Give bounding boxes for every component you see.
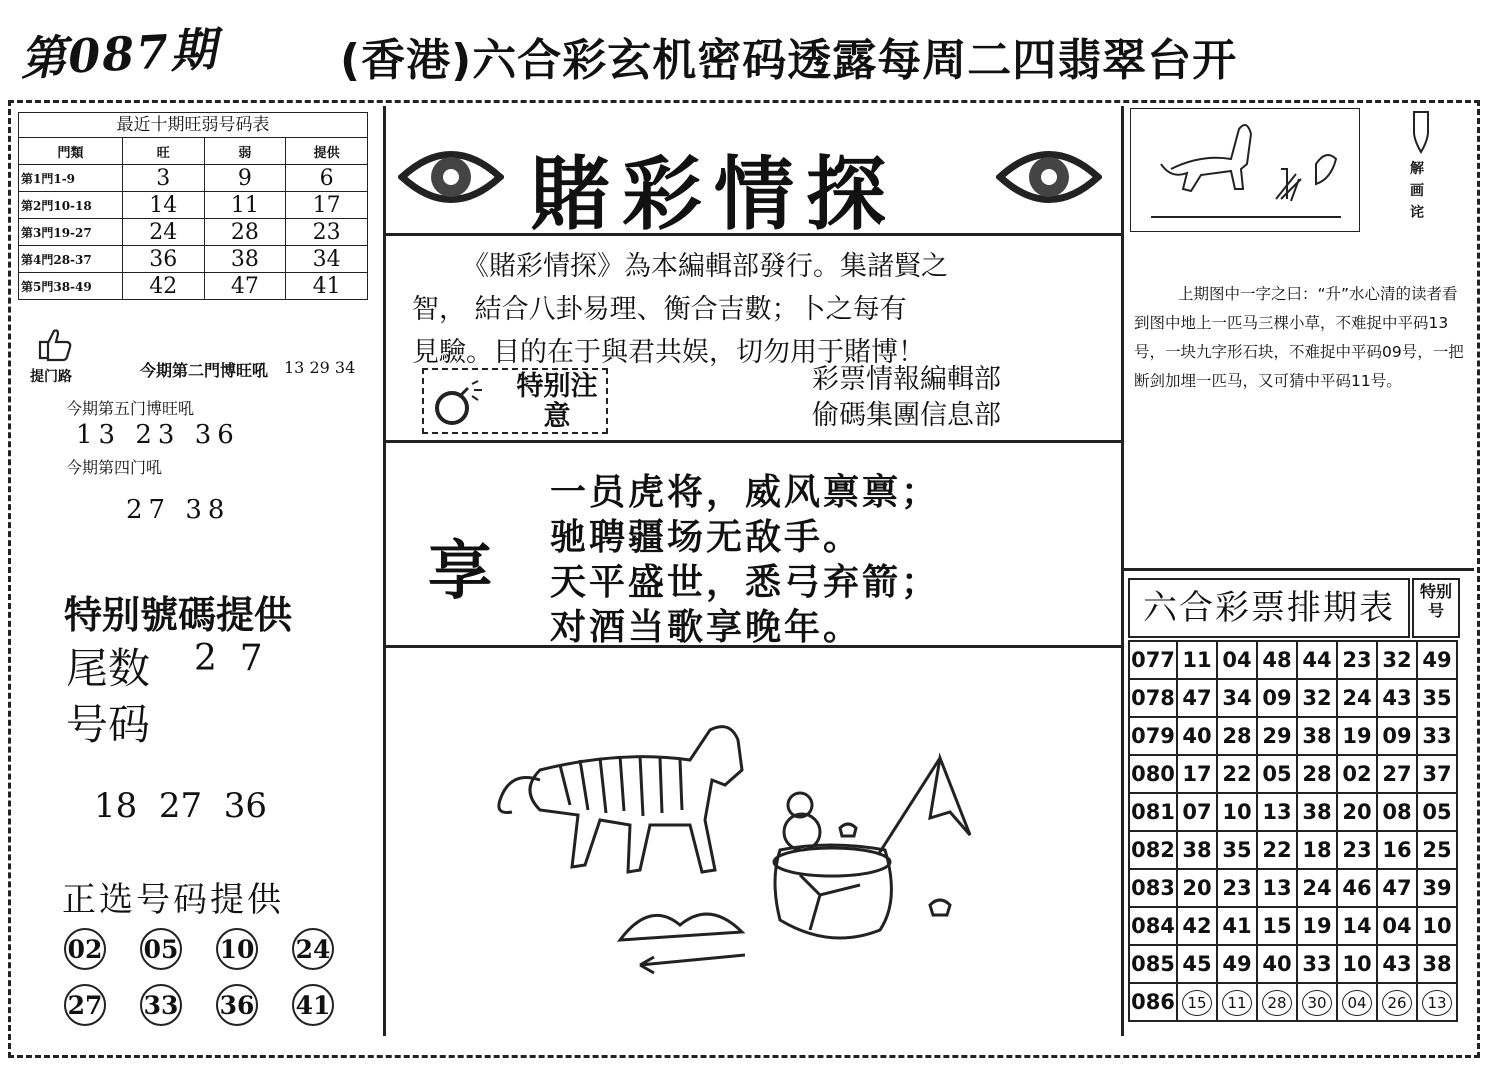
door2-numbers: 13 29 34 bbox=[284, 358, 356, 377]
draw-cell: 082 bbox=[1129, 831, 1177, 869]
draw-cell: 22 bbox=[1257, 831, 1297, 869]
cell: 47 bbox=[204, 273, 286, 300]
draw-cell: 38 bbox=[1297, 717, 1337, 755]
draw-cell: 38 bbox=[1417, 945, 1457, 983]
eye-icon bbox=[996, 140, 1102, 218]
draw-row bbox=[1129, 793, 1457, 831]
publisher-2: 偷碼集團信息部 bbox=[812, 400, 1001, 431]
draw-cell: 13 bbox=[1257, 793, 1297, 831]
draw-cell: 49 bbox=[1217, 945, 1257, 983]
draw-cell: 20 bbox=[1337, 793, 1377, 831]
poem-line: 一员虎将，威风禀禀； bbox=[550, 472, 941, 513]
poem-line: 天平盛世，悉弓弃箭； bbox=[550, 562, 941, 603]
draw-cell: 078 bbox=[1129, 679, 1177, 717]
draw-cell: 10 bbox=[1217, 793, 1257, 831]
picture-label: 解画诧 bbox=[1410, 161, 1424, 221]
cell: 6 bbox=[286, 165, 368, 192]
horse-icon bbox=[1131, 109, 1359, 231]
eye-icon bbox=[398, 140, 504, 218]
draw-row bbox=[1129, 983, 1457, 1021]
draw-cell: 20 bbox=[1177, 869, 1217, 907]
stats-header: 弱 bbox=[204, 138, 286, 165]
table-row bbox=[19, 219, 368, 246]
cell: 38 bbox=[204, 246, 286, 273]
code-numbers: 18 27 36 bbox=[94, 786, 268, 826]
poem-line: 驰聘疆场无敌手。 bbox=[550, 517, 863, 558]
divider-right-h bbox=[1124, 568, 1474, 571]
draw-cell: 02 bbox=[1337, 755, 1377, 793]
draw-cell: 15 bbox=[1257, 907, 1297, 945]
draw-row bbox=[1129, 717, 1457, 755]
draw-cell: 35 bbox=[1217, 831, 1257, 869]
draw-number-circle: 30 bbox=[1302, 990, 1332, 1016]
cell: 11 bbox=[204, 192, 286, 219]
draw-number-circle: 11 bbox=[1222, 990, 1252, 1016]
table-row bbox=[19, 246, 368, 273]
draw-cell: 40 bbox=[1257, 945, 1297, 983]
draw-cell: 077 bbox=[1129, 641, 1177, 679]
draw-cell bbox=[1257, 983, 1297, 1021]
publisher-1: 彩票情報編輯部 bbox=[812, 364, 1001, 395]
issue-number: 第087期 bbox=[18, 21, 220, 87]
draw-cell: 086 bbox=[1129, 983, 1177, 1021]
draw-cell: 29 bbox=[1257, 717, 1297, 755]
page-title: (香港)六合彩玄机密码透露每周二四翡翠台开 bbox=[340, 35, 1238, 86]
logo-title: 賭彩情探 bbox=[530, 147, 898, 241]
draw-table-title: 六合彩票排期表 bbox=[1128, 578, 1410, 638]
tail-numbers: 2 7 bbox=[194, 638, 263, 679]
draw-cell: 081 bbox=[1129, 793, 1177, 831]
draw-number-circle: 26 bbox=[1382, 990, 1412, 1016]
cell: 42 bbox=[122, 273, 204, 300]
divider-left bbox=[383, 106, 386, 1036]
draw-cell: 10 bbox=[1337, 945, 1377, 983]
draw-cell: 23 bbox=[1217, 869, 1257, 907]
poem bbox=[550, 470, 940, 650]
draw-cell: 39 bbox=[1417, 869, 1457, 907]
draw-cell: 44 bbox=[1297, 641, 1337, 679]
door5-numbers: 13 23 36 bbox=[76, 420, 240, 450]
table-row bbox=[19, 165, 368, 192]
draw-cell: 11 bbox=[1177, 641, 1217, 679]
draw-cell: 32 bbox=[1377, 641, 1417, 679]
cell: 3 bbox=[122, 165, 204, 192]
draw-cell: 43 bbox=[1377, 945, 1417, 983]
cell: 36 bbox=[122, 246, 204, 273]
draw-number-circle: 28 bbox=[1262, 990, 1292, 1016]
draw-cell bbox=[1337, 983, 1377, 1021]
pick-number: 27 bbox=[64, 984, 106, 1026]
draw-cell: 45 bbox=[1177, 945, 1217, 983]
row-label: 第3門19-27 bbox=[19, 219, 123, 246]
pick-number: 05 bbox=[140, 928, 182, 970]
draw-row bbox=[1129, 641, 1457, 679]
draw-cell: 079 bbox=[1129, 717, 1177, 755]
cell: 41 bbox=[286, 273, 368, 300]
cell: 34 bbox=[286, 246, 368, 273]
draw-cell: 49 bbox=[1417, 641, 1457, 679]
stats-table bbox=[18, 137, 368, 300]
draw-cell: 48 bbox=[1257, 641, 1297, 679]
cell: 14 bbox=[122, 192, 204, 219]
draw-cell: 34 bbox=[1217, 679, 1257, 717]
door2-label: 今期第二門博旺吼 bbox=[140, 361, 269, 380]
draw-cell: 24 bbox=[1297, 869, 1337, 907]
draw-cell: 17 bbox=[1177, 755, 1217, 793]
draw-number-circle: 15 bbox=[1182, 990, 1212, 1016]
draw-cell: 05 bbox=[1257, 755, 1297, 793]
draw-cell: 40 bbox=[1177, 717, 1217, 755]
draw-cell: 33 bbox=[1297, 945, 1337, 983]
table-row bbox=[19, 273, 368, 300]
poem-char: 享 bbox=[428, 535, 492, 609]
draw-cell bbox=[1417, 983, 1457, 1021]
draw-cell: 07 bbox=[1177, 793, 1217, 831]
cell: 28 bbox=[204, 219, 286, 246]
notice-text: 特别注意 bbox=[516, 371, 598, 432]
tip-icon-label: 提门路 bbox=[30, 369, 72, 385]
tail-label: 尾数 bbox=[66, 644, 151, 693]
draw-cell: 28 bbox=[1297, 755, 1337, 793]
draw-cell: 19 bbox=[1297, 907, 1337, 945]
draw-cell: 084 bbox=[1129, 907, 1177, 945]
poem-line: 对酒当歌享晚年。 bbox=[550, 607, 863, 648]
cell: 9 bbox=[204, 165, 286, 192]
draw-cell: 23 bbox=[1337, 831, 1377, 869]
main-picks-grid bbox=[64, 928, 364, 1026]
draw-cell: 25 bbox=[1417, 831, 1457, 869]
draw-cell: 18 bbox=[1297, 831, 1337, 869]
draw-number-circle: 13 bbox=[1422, 990, 1452, 1016]
draw-cell: 085 bbox=[1129, 945, 1177, 983]
draw-cell bbox=[1217, 983, 1257, 1021]
draw-cell: 28 bbox=[1217, 717, 1257, 755]
draw-cell: 09 bbox=[1377, 717, 1417, 755]
draw-cell: 083 bbox=[1129, 869, 1177, 907]
draw-number-circle: 04 bbox=[1342, 990, 1372, 1016]
bomb-icon bbox=[430, 380, 490, 430]
riddle-picture bbox=[1130, 108, 1360, 232]
intro-line: 見驗。目的在于與君共娱，切勿用于賭博！ bbox=[412, 337, 925, 368]
thumbs-up-icon bbox=[34, 326, 74, 366]
code-label: 号码 bbox=[66, 700, 151, 749]
draw-table bbox=[1128, 640, 1458, 1022]
stats-header: 提供 bbox=[286, 138, 368, 165]
stats-header: 門類 bbox=[19, 138, 123, 165]
pick-number: 33 bbox=[140, 984, 182, 1026]
cell: 24 bbox=[122, 219, 204, 246]
draw-row bbox=[1129, 907, 1457, 945]
draw-cell: 09 bbox=[1257, 679, 1297, 717]
row-label: 第2門10-18 bbox=[19, 192, 123, 219]
draw-cell: 22 bbox=[1217, 755, 1257, 793]
stats-header: 旺 bbox=[122, 138, 204, 165]
draw-cell: 08 bbox=[1377, 793, 1417, 831]
draw-cell: 38 bbox=[1177, 831, 1217, 869]
door5-label: 今期第五门博旺吼 bbox=[66, 399, 195, 418]
draw-cell: 33 bbox=[1417, 717, 1457, 755]
draw-cell: 04 bbox=[1377, 907, 1417, 945]
divider-right bbox=[1121, 106, 1124, 1036]
draw-cell: 43 bbox=[1377, 679, 1417, 717]
intro-text bbox=[412, 245, 1112, 374]
pick-number: 24 bbox=[292, 928, 334, 970]
cell: 23 bbox=[286, 219, 368, 246]
draw-cell: 27 bbox=[1377, 755, 1417, 793]
draw-cell bbox=[1377, 983, 1417, 1021]
notice-box bbox=[422, 368, 608, 434]
stats-caption: 最近十期旺弱号码表 bbox=[18, 112, 368, 137]
draw-cell: 37 bbox=[1417, 755, 1457, 793]
draw-cell: 38 bbox=[1297, 793, 1337, 831]
draw-row bbox=[1129, 831, 1457, 869]
draw-cell bbox=[1297, 983, 1337, 1021]
draw-cell bbox=[1177, 983, 1217, 1021]
draw-cell: 35 bbox=[1417, 679, 1457, 717]
special-title: 特别號碼提供 bbox=[64, 593, 293, 637]
draw-cell: 23 bbox=[1337, 641, 1377, 679]
draw-cell: 10 bbox=[1417, 907, 1457, 945]
divider-h2 bbox=[383, 440, 1121, 443]
draw-row bbox=[1129, 755, 1457, 793]
row-label: 第4門28-37 bbox=[19, 246, 123, 273]
table-row bbox=[19, 192, 368, 219]
special-col-header: 特别号 bbox=[1412, 578, 1460, 638]
intro-line: 智， 結合八卦易理、衡合吉數；卜之每有 bbox=[412, 294, 907, 325]
draw-cell: 42 bbox=[1177, 907, 1217, 945]
draw-cell: 47 bbox=[1177, 679, 1217, 717]
draw-cell: 47 bbox=[1377, 869, 1417, 907]
draw-cell: 16 bbox=[1377, 831, 1417, 869]
tiger-illustration bbox=[480, 700, 1000, 1004]
draw-cell: 32 bbox=[1297, 679, 1337, 717]
draw-cell: 080 bbox=[1129, 755, 1177, 793]
cell: 17 bbox=[286, 192, 368, 219]
draw-row bbox=[1129, 945, 1457, 983]
main-picks-title: 正选号码提供 bbox=[62, 880, 284, 920]
riddle-note: 上期图中一字之曰：“升”水心清的读者看到图中地上一匹马三棵小草，不难捉中平码13号，一块九字形石块，不难捉中平码09号，一把断剑加埋一匹马，又可猜中平码11号。 bbox=[1134, 285, 1464, 390]
draw-cell: 24 bbox=[1337, 679, 1377, 717]
intro-line: 《賭彩情探》為本編輯部發行。集諸賢之 bbox=[462, 251, 948, 282]
draw-cell: 04 bbox=[1217, 641, 1257, 679]
pick-number: 41 bbox=[292, 984, 334, 1026]
row-label: 第5門38-49 bbox=[19, 273, 123, 300]
draw-cell: 14 bbox=[1337, 907, 1377, 945]
draw-row bbox=[1129, 679, 1457, 717]
pick-number: 02 bbox=[64, 928, 106, 970]
door4-label: 今期第四门吼 bbox=[66, 458, 163, 477]
stats-header-row bbox=[19, 138, 368, 165]
pick-number: 36 bbox=[216, 984, 258, 1026]
draw-cell: 13 bbox=[1257, 869, 1297, 907]
draw-cell: 05 bbox=[1417, 793, 1457, 831]
row-label: 第1門1-9 bbox=[19, 165, 123, 192]
hand-icon bbox=[1408, 108, 1434, 160]
draw-row bbox=[1129, 869, 1457, 907]
draw-cell: 41 bbox=[1217, 907, 1257, 945]
draw-cell: 46 bbox=[1337, 869, 1377, 907]
pick-number: 10 bbox=[216, 928, 258, 970]
stats-panel bbox=[18, 112, 368, 300]
door4-numbers: 27 38 bbox=[126, 495, 231, 525]
draw-cell: 19 bbox=[1337, 717, 1377, 755]
